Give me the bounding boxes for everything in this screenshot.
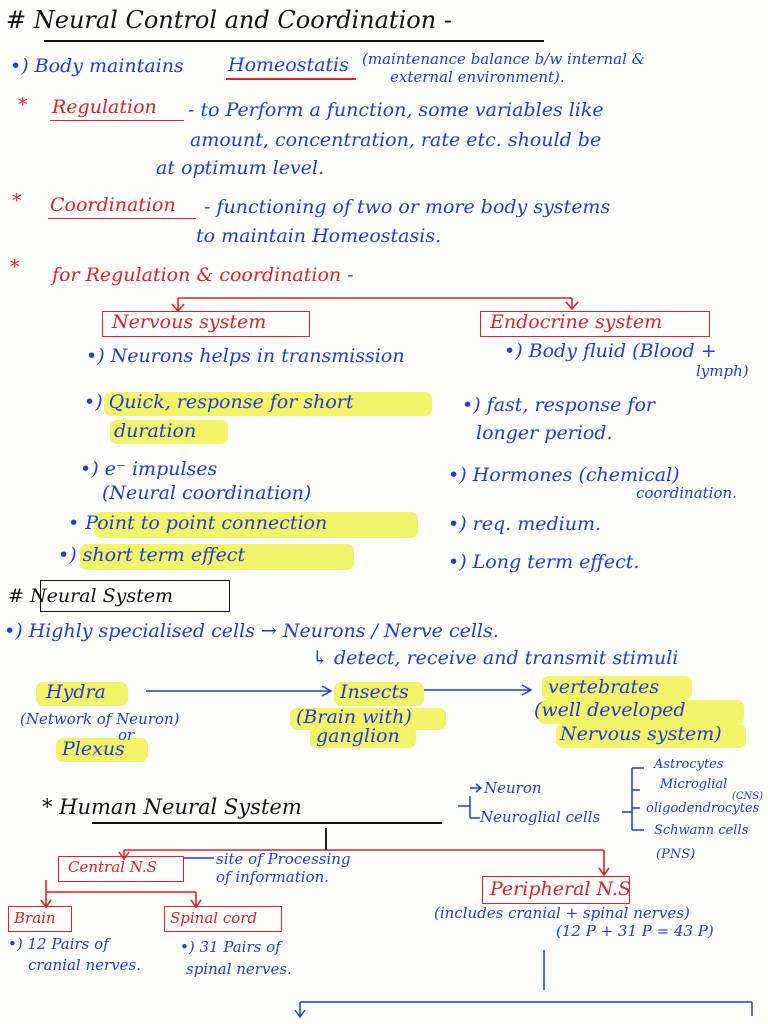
glia-pns: (PNS) (656, 847, 696, 862)
endocrine-point-1b: lymph) (696, 362, 749, 380)
hydra-sub: (Network of Neuron) (20, 710, 180, 728)
nervous-point-5: •) short term effect (58, 544, 246, 566)
human-neural-heading: * Human Neural System (42, 795, 302, 819)
vertebrates-sub-1: (well developed (534, 699, 686, 721)
endocrine-point-4: •) req. medium. (448, 513, 602, 535)
regulation-term: Regulation (52, 96, 157, 118)
regulation-bullet: * (18, 94, 28, 116)
cns-note-1: site of Processing (216, 850, 351, 868)
human-neural-underline (92, 822, 442, 824)
cns-note-2: of information. (216, 868, 330, 886)
glia-cns: (CNS) (732, 791, 764, 802)
vertebrates-sub-2: Nervous system) (560, 723, 722, 745)
pns-note-1: (includes cranial + spinal nerves) (434, 904, 690, 922)
endocrine-point-3b: coordination. (636, 484, 737, 502)
or-label: or (118, 726, 135, 744)
hydra-label: Hydra (46, 681, 106, 703)
nervous-point-4: • Point to point connection (68, 512, 328, 534)
glia-schwann: Schwann cells (654, 823, 749, 838)
neuroglial-label: Neuroglial cells (480, 808, 601, 826)
endocrine-point-1: •) Body fluid (Blood + (504, 340, 717, 362)
neural-system-heading: # Neural System (8, 585, 173, 607)
endocrine-point-3: •) Hormones (chemical) (448, 464, 680, 486)
intro-paren-1: (maintenance balance b/w internal & (362, 50, 646, 68)
endocrine-point-5: •) Long term effect. (448, 551, 640, 573)
vertebrates-label: vertebrates (548, 676, 660, 698)
regulation-line-1: - to Perform a function, some variables like (188, 99, 604, 121)
plexus-label: Plexus (62, 738, 125, 760)
intro-paren-2: external environment). (390, 68, 565, 86)
homeostasis-term: Homeostatis (228, 54, 349, 76)
neural-system-line-1: •) Highly specialised cells → Neurons / Nerve cells. (4, 620, 499, 642)
nervous-system-header: Nervous system (112, 311, 267, 333)
spinal-note-2: spinal nerves. (186, 960, 292, 978)
regulation-line-2: amount, concentration, rate etc. should be (190, 129, 602, 151)
nervous-point-1: •) Neurons helps in transmission (86, 345, 405, 367)
page-title: # Neural Control and Coordination - (6, 6, 452, 34)
neural-system-line-2: ↳ detect, receive and transmit stimuli (312, 647, 679, 669)
nervous-point-2: •) Quick, response for short (84, 391, 354, 413)
spinal-cord-label: Spinal cord (170, 909, 258, 927)
brain-note-1: •) 12 Pairs of (8, 935, 109, 953)
coordination-bullet: * (12, 190, 22, 212)
nervous-point-3b: (Neural coordination) (102, 482, 312, 504)
spinal-note-1: •) 31 Pairs of (180, 938, 281, 956)
pns-label: Peripheral N.S (490, 878, 631, 900)
coordination-line-1: - functioning of two or more body systems (204, 196, 611, 218)
neuron-label: Neuron (484, 779, 542, 797)
nervous-point-3: •) e⁻ impulses (80, 458, 218, 480)
endocrine-system-header: Endocrine system (490, 311, 663, 333)
regulation-line-3: at optimum level. (156, 157, 325, 179)
brain-label: Brain (14, 909, 56, 927)
glia-oligodendrocytes: oligodendrocytes (646, 801, 760, 816)
nervous-point-2b: duration (114, 420, 197, 442)
brain-note-2: cranial nerves. (28, 956, 142, 974)
intro-line: •) Body maintains (10, 55, 184, 77)
glia-microglial: Microglial (660, 777, 728, 792)
for-reg-heading: for Regulation & coordination - (52, 264, 354, 286)
insects-label: Insects (340, 681, 409, 703)
insects-sub-2: ganglion (316, 725, 400, 747)
cns-label: Central N.S (68, 858, 157, 876)
coordination-line-2: to maintain Homeostasis. (196, 225, 442, 247)
endocrine-point-2: •) fast, response for (462, 394, 655, 416)
glia-astrocytes: Astrocytes (654, 757, 724, 772)
pns-note-2: (12 P + 31 P = 43 P) (556, 922, 714, 940)
insects-sub-1: (Brain with) (296, 706, 412, 728)
coordination-term: Coordination (50, 194, 176, 216)
for-reg-bullet: * (10, 256, 20, 278)
endocrine-point-2b: longer period. (476, 422, 613, 444)
